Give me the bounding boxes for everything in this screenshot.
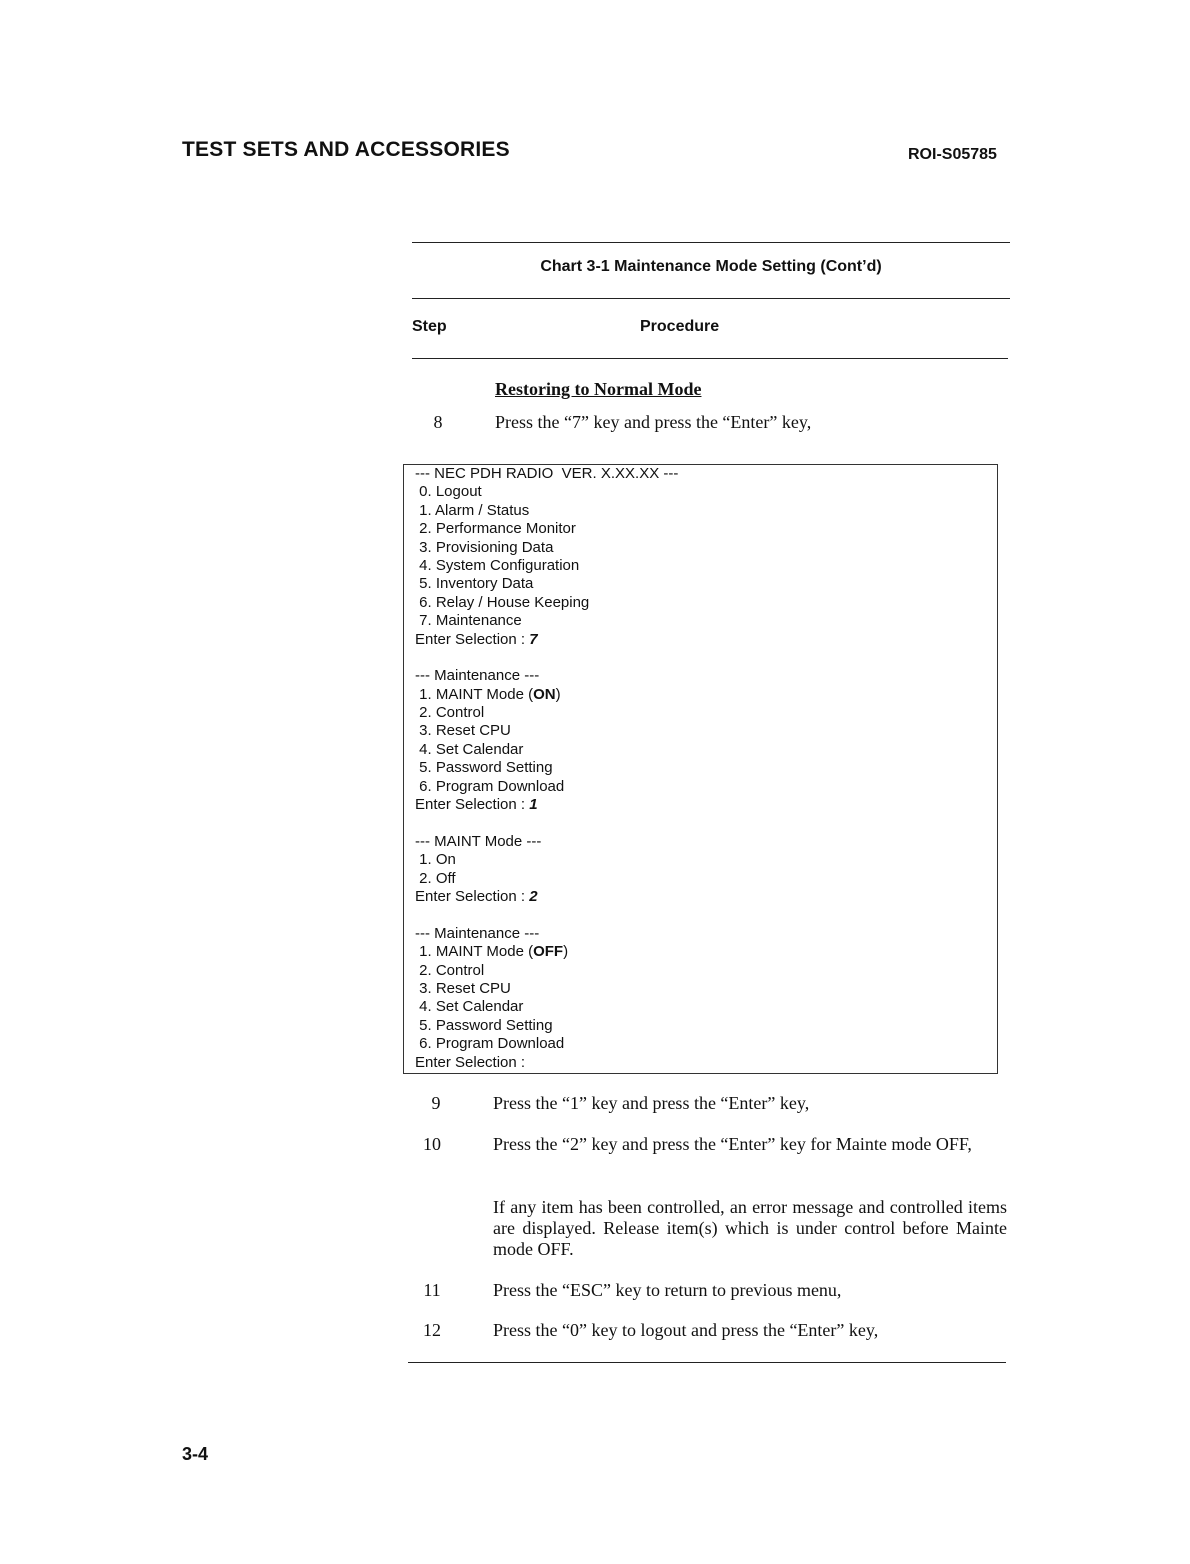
menu-item: 4. System Configuration bbox=[415, 556, 580, 574]
chart-title: Chart 3-1 Maintenance Mode Setting (Cont’d) bbox=[540, 258, 882, 275]
menu-item: 0. Logout bbox=[415, 483, 482, 501]
menu-item: 4. Set Calendar bbox=[415, 740, 524, 758]
menu-item-label: 1. MAINT Mode ( bbox=[415, 943, 534, 961]
selection-value: 2 bbox=[529, 887, 538, 905]
menu-item: 1. Alarm / Status bbox=[415, 501, 530, 519]
menu-item: 7. Maintenance bbox=[415, 612, 522, 630]
spacer bbox=[415, 906, 997, 924]
selection-prompt bbox=[415, 631, 997, 649]
menu-item: 5. Inventory Data bbox=[415, 575, 534, 593]
prompt-label: Enter Selection : bbox=[415, 630, 530, 648]
menu-item: 3. Provisioning Data bbox=[415, 538, 554, 556]
menu-item bbox=[415, 943, 997, 961]
menu-item: 5. Password Setting bbox=[415, 1016, 553, 1034]
prompt-label: Enter Selection : bbox=[415, 887, 530, 905]
step-text: Press the “1” key and press the “Enter” key, bbox=[493, 1093, 810, 1113]
selection-prompt bbox=[415, 888, 997, 906]
spacer bbox=[415, 814, 997, 832]
section-heading: Restoring to Normal Mode bbox=[495, 379, 702, 399]
table-top-rule bbox=[412, 242, 1010, 243]
column-header-step: Step bbox=[412, 318, 447, 335]
step-number: 12 bbox=[423, 1320, 441, 1340]
menu-item: 2. Off bbox=[415, 869, 456, 887]
menu-item bbox=[415, 686, 997, 704]
menu-item: 2. Control bbox=[415, 961, 485, 979]
terminal-screen bbox=[403, 464, 998, 1074]
menu-item: 4. Set Calendar bbox=[415, 998, 524, 1016]
selection-value: 7 bbox=[529, 630, 538, 648]
menu-header: --- Maintenance --- bbox=[415, 924, 540, 942]
menu-item: 5. Password Setting bbox=[415, 759, 553, 777]
mode-state: ON bbox=[533, 685, 556, 703]
menu-item-label: 1. MAINT Mode ( bbox=[415, 685, 534, 703]
running-header-title: TEST SETS AND ACCESSORIES bbox=[182, 138, 510, 161]
menu-item: 3. Reset CPU bbox=[415, 979, 511, 997]
step-text: Press the “2” key and press the “Enter” key for Mainte mode OFF, bbox=[493, 1134, 972, 1154]
selection-value: 1 bbox=[529, 796, 538, 814]
step-text: Press the “ESC” key to return to previous menu, bbox=[493, 1280, 842, 1300]
step-text: Press the “0” key to logout and press the “Enter” key, bbox=[493, 1320, 879, 1340]
table-bottom-rule bbox=[408, 1362, 1006, 1363]
menu-header: --- NEC PDH RADIO VER. X.XX.XX --- bbox=[415, 465, 679, 482]
column-header-procedure: Procedure bbox=[640, 318, 720, 335]
menu-item: 2. Control bbox=[415, 704, 485, 722]
selection-prompt bbox=[415, 796, 997, 814]
menu-item-label: ) bbox=[563, 943, 569, 961]
selection-prompt: Enter Selection : bbox=[415, 1053, 526, 1071]
document-number: ROI-S05785 bbox=[908, 146, 997, 163]
page-number: 3-4 bbox=[182, 1444, 209, 1464]
mode-state: OFF bbox=[533, 943, 564, 961]
spacer bbox=[415, 649, 997, 667]
step-number: 10 bbox=[423, 1134, 441, 1154]
menu-item: 1. On bbox=[415, 851, 456, 869]
step-number: 9 bbox=[431, 1093, 441, 1113]
menu-item-label: ) bbox=[555, 685, 561, 703]
step-number: 11 bbox=[423, 1280, 441, 1300]
menu-header: --- MAINT Mode --- bbox=[415, 832, 542, 850]
menu-item: 6. Relay / House Keeping bbox=[415, 593, 590, 611]
step-number: 8 bbox=[433, 412, 443, 432]
step-note: If any item has been controlled, an error message and controlled items are displayed. Release item(s) which is under control before Mainte mode OFF. bbox=[493, 1197, 1007, 1259]
step-text: Press the “7” key and press the “Enter” key, bbox=[495, 412, 812, 432]
header-bottom-rule bbox=[412, 358, 1008, 359]
menu-item: 2. Performance Monitor bbox=[415, 520, 576, 538]
title-bottom-rule bbox=[412, 298, 1010, 299]
prompt-label: Enter Selection : bbox=[415, 796, 530, 814]
menu-item: 3. Reset CPU bbox=[415, 722, 511, 740]
menu-item: 6. Program Download bbox=[415, 777, 565, 795]
menu-header: --- Maintenance --- bbox=[415, 667, 540, 685]
menu-item: 6. Program Download bbox=[415, 1035, 565, 1053]
